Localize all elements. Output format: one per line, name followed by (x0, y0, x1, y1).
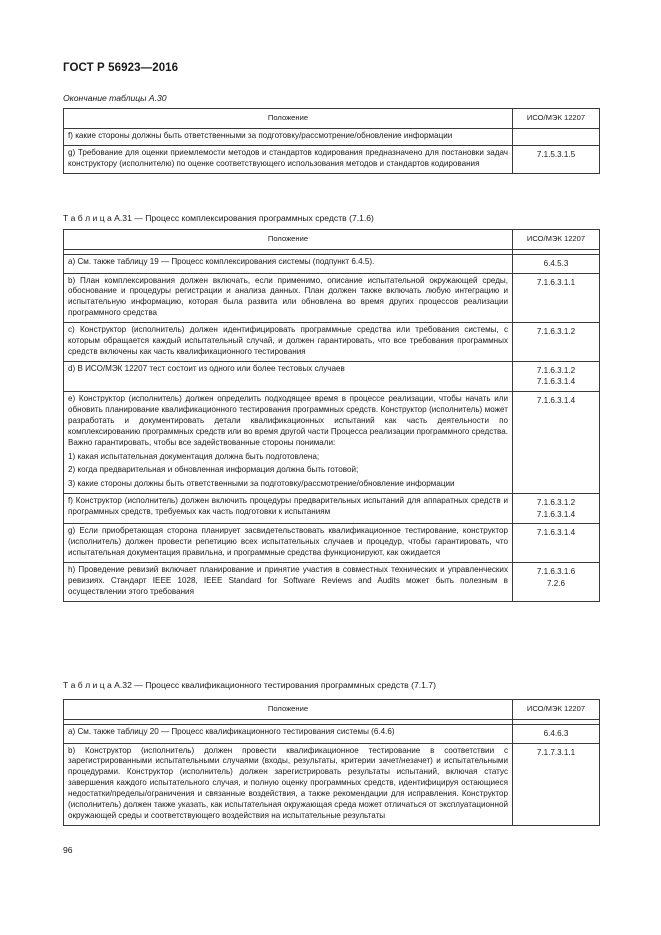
column-header-position: Положение (64, 230, 513, 250)
table-row (64, 273, 600, 323)
table-a31-caption: Т а б л и ц а А.31 — Процесс комплексирования программных средств (7.1.6) (63, 213, 374, 223)
table-a30 (63, 108, 600, 174)
iso-reference-cell (513, 392, 600, 494)
table-row (64, 494, 600, 524)
iso-reference: 7.1.7.3.1.1 (536, 747, 576, 757)
position-text: e) Конструктор (исполнитель) должен определить подходящее время в процессе реализации, чтобы начать или обновить планирование квалификационного тестирования программных средств. Конструктор (исполнитель) может разработать и документировать детали квалификационных испытаний как часть деятельности по комплексированию программных средств или во время другой части Процесса реализации программного средства. Важно гарантировать, чтобы все задействованные стороны понимали: (68, 394, 508, 447)
position-cell (64, 392, 513, 494)
table-row (64, 524, 600, 563)
table-row (64, 323, 600, 362)
position-subitem: 2) когда предварительная и обновленная информация должна быть готовой; (68, 465, 359, 475)
iso-reference: 7.1.6.3.1.6 (536, 567, 576, 577)
iso-reference-cell (513, 145, 600, 173)
page-number: 96 (63, 845, 73, 855)
document-header: ГОСТ Р 56923—2016 (63, 62, 179, 74)
position-text: a) См. также таблицу 19 — Процесс комплексирования системы (подпункт 6.4.5). (68, 256, 375, 266)
position-cell (64, 724, 513, 743)
table-row (64, 361, 600, 391)
position-cell (64, 273, 513, 323)
iso-reference: 7.1.6.3.1.2 (536, 498, 576, 508)
position-text: g) Требование для оценки приемлемости методов и стандартов кодирования предназначено для постановки задач конструктору (исполнителю) по оценке соответствующего использования методов и стандартов кодирования (68, 147, 508, 168)
position-cell (64, 254, 513, 273)
column-header-iso: ИСО/МЭК 12207 (513, 109, 600, 129)
position-text: f) какие стороны должны быть ответственными за подготовку/рассмотрение/обновление информации (68, 130, 453, 140)
position-text: g) Если приобретающая сторона планирует засвидетельствовать квалификационное тестирование, конструктор (исполнитель) должен провести репетицию всех испытательных случаев и процедур, чтобы гарантировать, что испытательная документация правильна, и программные средства функционируют, как ожидается (68, 526, 508, 558)
column-header-iso: ИСО/МЭК 12207 (513, 230, 600, 250)
position-cell (64, 494, 513, 524)
position-subitem: 1) какая испытательная документация должна быть подготовлена; (68, 451, 320, 461)
iso-reference-cell (513, 361, 600, 391)
table-row (64, 128, 600, 145)
table-row (64, 254, 600, 273)
position-text: h) Проведение ревизий включает планирование и принятие участия в совместных технических и управленческих ревизиях. Стандарт IEEE 1028, IEEE Standard for Software Reviews and Audits может быть полезным в осуществлении этого требования (68, 565, 508, 596)
column-header-position: Положение (64, 700, 513, 720)
iso-reference: 6.4.6.3 (543, 728, 569, 738)
position-cell (64, 145, 513, 173)
position-subitem: 3) какие стороны должны быть ответственными за подготовку/рассмотрение/обновление информации (68, 479, 455, 489)
position-text: f) Конструктор (исполнитель) должен включить процедуры предварительных испытаний для аппаратных средств и программных средств, требуемых как часть подготовки к испытаниям (68, 496, 508, 517)
iso-reference-cell (513, 273, 600, 323)
iso-reference-cell (513, 494, 600, 524)
iso-reference: 7.1.6.3.1.4 (536, 509, 576, 519)
iso-reference-cell (513, 254, 600, 273)
table-a32-caption: Т а б л и ц а А.32 — Процесс квалификационного тестирования программных средств (7.1.7) (63, 680, 436, 690)
table-row (64, 563, 600, 602)
iso-reference: 7.1.6.3.1.2 (536, 327, 576, 337)
position-cell (64, 563, 513, 602)
iso-reference: 7.1.5.3.1.5 (536, 149, 576, 159)
position-cell (64, 128, 513, 145)
iso-reference-cell (513, 563, 600, 602)
position-text: c) Конструктор (исполнитель) должен идентифицировать программные средства или требования системы, с которым обращается каждый испытательный случай, и должен гарантировать, что все требования программных средств включены как часть квалификационного тестирования (68, 325, 508, 356)
iso-reference: 6.4.5.3 (543, 258, 569, 268)
position-cell (64, 323, 513, 362)
iso-reference-cell (513, 524, 600, 563)
table-row (64, 724, 600, 743)
iso-reference: 7.1.6.3.1.4 (536, 528, 576, 538)
position-text: d) В ИСО/МЭК 12207 тест состоит из одного или более тестовых случаев (68, 363, 345, 373)
iso-reference-cell (513, 724, 600, 743)
table-a32 (63, 699, 600, 826)
table-a30-caption: Окончание таблицы А.30 (63, 93, 167, 103)
table-a31 (63, 229, 600, 602)
position-text: b) Конструктор (исполнитель) должен провести квалификационное тестирование в соответствии с зарегистрированными испытательными случаями (входы, результаты, критерии зачет/незачет) и испытательными процедурами. Конструктор (исполнитель) должен зарегистрировать результаты испытаний, включая статус завершения каждого испытательного случая, и полную оценку программных средств, идентифицируя остающиеся недостатки/пределы/ограничения и связанные воздействия, а также рекомендации для исправления. Конструктор (исполнитель) должен также указать, как испытательная окружающая среда может отличаться от эксплуатационной окружающей среды и соответствующего воздействия на испытательные результаты (68, 745, 508, 820)
column-header-position: Положение (64, 109, 513, 129)
iso-reference: 7.1.6.3.1.1 (536, 277, 576, 287)
iso-reference-cell (513, 128, 600, 145)
position-text: a) См. также таблицу 20 — Процесс квалификационного тестирования системы (6.4.6) (68, 726, 395, 736)
iso-reference: 7.1.6.3.1.2 (536, 365, 576, 375)
position-cell (64, 361, 513, 391)
iso-reference-cell (513, 323, 600, 362)
table-row (64, 145, 600, 173)
iso-reference: 7.1.6.3.1.4 (536, 396, 576, 406)
table-row (64, 743, 600, 825)
position-cell (64, 524, 513, 563)
position-text: b) План комплексирования должен включать, если применимо, описание испытательной окружающей среды, обоснование и процедуры регистрации и анализа данных. План должен также включать любую интеграцию и испытательную информацию, которая была развита или обновлена во время других процессов реализации программного средства (68, 275, 508, 318)
iso-reference: 7.2.6 (546, 578, 565, 588)
position-cell (64, 743, 513, 825)
column-header-iso: ИСО/МЭК 12207 (513, 700, 600, 720)
iso-reference: 7.1.6.3.1.4 (536, 377, 576, 387)
iso-reference-cell (513, 743, 600, 825)
table-row (64, 392, 600, 494)
